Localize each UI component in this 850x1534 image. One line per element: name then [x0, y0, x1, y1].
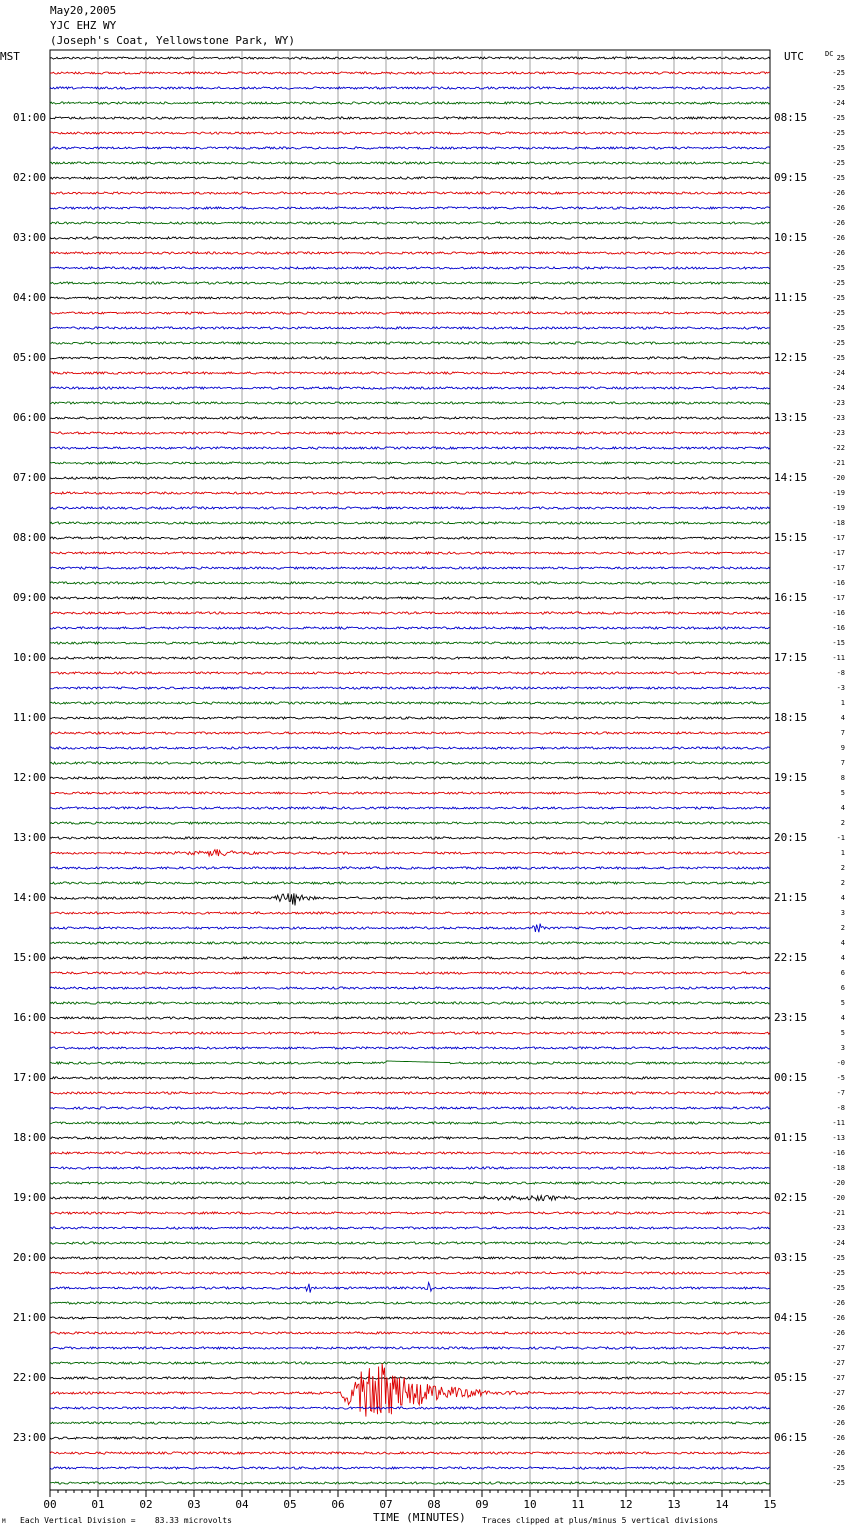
seismic-trace [50, 132, 770, 134]
x-axis-title: TIME (MINUTES) [373, 1511, 466, 1524]
location-label: (Joseph's Coat, Yellowstone Park, WY) [50, 34, 296, 47]
seismic-trace [50, 1302, 770, 1304]
seismic-trace [50, 297, 770, 299]
utc-hour-label: 19:15 [774, 771, 808, 784]
seismic-trace [50, 372, 770, 374]
dc-offset-label: -17 [832, 564, 845, 572]
dc-offset-label: -23 [832, 414, 845, 422]
mst-hour-label: 16:00 [13, 1011, 47, 1024]
dc-offset-label: 2 [840, 924, 845, 932]
x-tick-label: 00 [43, 1498, 57, 1511]
seismic-trace [50, 1332, 770, 1334]
dc-offset-label: 1 [840, 699, 845, 707]
mst-hour-label: 20:00 [13, 1251, 47, 1264]
x-tick-label: 07 [379, 1498, 393, 1511]
seismic-trace [50, 387, 770, 389]
utc-hour-label: 23:15 [774, 1011, 808, 1024]
dc-offset-label: -25 [832, 129, 845, 137]
x-tick-label: 13 [667, 1498, 681, 1511]
x-tick-label: 09 [475, 1498, 489, 1511]
seismic-trace [50, 582, 770, 584]
x-tick-label: 02 [139, 1498, 153, 1511]
seismic-trace [50, 177, 770, 179]
mst-hour-label: 14:00 [13, 891, 47, 904]
seismic-trace [50, 552, 770, 554]
dc-offset-label: -27 [832, 1344, 845, 1352]
seismic-trace [50, 957, 770, 959]
seismic-trace [50, 987, 770, 989]
x-tick-label: 11 [571, 1498, 585, 1511]
dc-offset-label: 5 [840, 789, 845, 797]
seismic-trace [50, 687, 770, 689]
mst-hour-label: 10:00 [13, 651, 47, 664]
dc-offset-label: 7 [840, 759, 845, 767]
dc-offset-label: -8 [836, 669, 845, 677]
seismic-trace [50, 762, 770, 764]
dc-offset-label: -20 [832, 1179, 845, 1187]
dc-offset-label: -20 [832, 1194, 845, 1202]
dc-offset-label: -25 [832, 69, 845, 77]
seismic-trace [50, 102, 770, 104]
dc-offset-label: 4 [840, 804, 845, 812]
utc-hour-label: 04:15 [774, 1311, 808, 1324]
seismic-trace [50, 342, 770, 344]
x-tick-label: 12 [619, 1498, 633, 1511]
dc-offset-label: -16 [832, 1149, 845, 1157]
seismic-trace [50, 849, 770, 856]
seismic-trace [50, 357, 770, 359]
utc-hour-label: 05:15 [774, 1371, 808, 1384]
seismic-trace [50, 1092, 770, 1094]
seismic-trace [50, 222, 770, 224]
dc-offset-label: -26 [832, 1434, 845, 1442]
dc-offset-label: -25 [832, 294, 845, 302]
x-tick-label: 14 [715, 1498, 729, 1511]
dc-offset-label: 8 [840, 774, 845, 782]
utc-hour-label: 18:15 [774, 711, 808, 724]
seismic-trace [50, 657, 770, 659]
dc-offset-label: -20 [832, 474, 845, 482]
dc-offset-label: -7 [836, 1089, 845, 1097]
dc-offset-label: -24 [832, 384, 845, 392]
seismic-trace [50, 1032, 770, 1034]
seismic-trace [50, 1077, 770, 1079]
dc-offset-label: -24 [832, 1239, 845, 1247]
dc-offset-label: -25 [832, 354, 845, 362]
dc-offset-label: -16 [832, 609, 845, 617]
seismic-trace [50, 1227, 770, 1229]
dc-offset-label: -13 [832, 1134, 845, 1142]
dc-offset-label: -11 [832, 654, 845, 662]
dc-offset-label: -23 [832, 1224, 845, 1232]
seismic-trace [50, 717, 770, 719]
dc-offset-label: -25 [832, 174, 845, 182]
dc-offset-label: -22 [832, 444, 845, 452]
seismic-trace [50, 252, 770, 254]
dc-offset-label: 4 [840, 1014, 845, 1022]
seismic-trace [50, 867, 770, 869]
seismic-trace [50, 893, 770, 905]
dc-offset-label: -19 [832, 489, 845, 497]
x-tick-label: 03 [187, 1498, 201, 1511]
dc-offset-label: -17 [832, 534, 845, 542]
dc-offset-label: -25 [832, 324, 845, 332]
dc-offset-label: -26 [832, 1299, 845, 1307]
mst-axis-label: MST [0, 50, 20, 63]
dc-offset-label: -5 [836, 1074, 845, 1082]
dc-offset-label: -18 [832, 519, 845, 527]
seismic-trace [50, 192, 770, 194]
mst-hour-label: 03:00 [13, 231, 47, 244]
mst-hour-label: 04:00 [13, 291, 47, 304]
mst-hour-label: 21:00 [13, 1311, 47, 1324]
dc-offset-label: -25 [832, 1269, 845, 1277]
date-label: May20,2005 [50, 4, 117, 17]
dc-axis-label: DC [825, 50, 834, 58]
dc-offset-label: 2 [840, 864, 845, 872]
dc-offset-label: -25 [832, 1284, 845, 1292]
dc-offset-label: -25 [832, 1254, 845, 1262]
seismic-trace [50, 207, 770, 209]
seismic-trace [50, 942, 770, 944]
dc-offset-label: 5 [840, 1029, 845, 1037]
dc-offset-label: 9 [840, 744, 845, 752]
dc-offset-label: -25 [832, 279, 845, 287]
dc-offset-label: -11 [832, 1119, 845, 1127]
seismic-trace [50, 312, 770, 314]
seismic-trace [50, 1272, 770, 1274]
dc-offset-label: -16 [832, 624, 845, 632]
dc-offset-label: -15 [832, 639, 845, 647]
mst-hour-label: 07:00 [13, 471, 47, 484]
seismic-trace [50, 402, 770, 404]
dc-offset-label: -27 [832, 1359, 845, 1367]
seismic-trace [50, 702, 770, 704]
dc-offset-label: -25 [832, 144, 845, 152]
seismic-trace [50, 882, 770, 884]
x-tick-label: 05 [283, 1498, 297, 1511]
seismic-trace [50, 237, 770, 239]
dc-offset-label: -1 [836, 834, 845, 842]
mst-hour-label: 06:00 [13, 411, 47, 424]
dc-offset-label: -25 [832, 264, 845, 272]
dc-offset-label: 4 [840, 939, 845, 947]
mst-hour-label: 18:00 [13, 1131, 47, 1144]
dc-offset-label: 4 [840, 714, 845, 722]
seismic-trace [50, 72, 770, 74]
seismic-trace [50, 1482, 770, 1484]
seismic-trace [50, 1362, 770, 1364]
dc-offset-label: -24 [832, 99, 845, 107]
seismic-trace [50, 1242, 770, 1244]
utc-hour-label: 01:15 [774, 1131, 808, 1144]
utc-hour-label: 02:15 [774, 1191, 808, 1204]
utc-hour-label: 16:15 [774, 591, 808, 604]
dc-offset-label: 6 [840, 984, 845, 992]
dc-offset-label: -18 [832, 1164, 845, 1172]
seismic-trace [50, 1407, 770, 1409]
seismic-trace [50, 1122, 770, 1124]
mst-hour-label: 12:00 [13, 771, 47, 784]
utc-hour-label: 08:15 [774, 111, 808, 124]
seismic-trace [50, 1467, 770, 1469]
dc-offset-label: -25 [832, 114, 845, 122]
seismic-trace [50, 522, 770, 524]
seismic-trace [50, 507, 770, 509]
seismic-trace [50, 432, 770, 434]
dc-offset-label: -27 [832, 1374, 845, 1382]
seismic-trace [50, 537, 770, 539]
dc-offset-label: 3 [840, 909, 845, 917]
seismic-trace [50, 597, 770, 599]
seismic-trace [50, 162, 770, 164]
dc-offset-label: -19 [832, 504, 845, 512]
seismic-trace [50, 1257, 770, 1259]
dc-offset-label: 25 [836, 54, 845, 62]
seismic-trace [50, 327, 770, 329]
seismic-trace [50, 447, 770, 449]
utc-axis-label: UTC [784, 50, 804, 63]
dc-offset-label: 1 [840, 849, 845, 857]
dc-offset-label: -26 [832, 1329, 845, 1337]
utc-hour-label: 21:15 [774, 891, 808, 904]
seismic-trace [50, 1047, 770, 1049]
seismic-trace [50, 1437, 770, 1439]
dc-offset-label: -26 [832, 1419, 845, 1427]
seismic-trace [50, 87, 770, 89]
dc-offset-label: -26 [832, 219, 845, 227]
mst-hour-label: 01:00 [13, 111, 47, 124]
mst-hour-label: 19:00 [13, 1191, 47, 1204]
x-tick-label: 06 [331, 1498, 345, 1511]
utc-hour-label: 10:15 [774, 231, 808, 244]
dc-offset-label: -17 [832, 549, 845, 557]
utc-hour-label: 09:15 [774, 171, 808, 184]
dc-offset-label: -25 [832, 1479, 845, 1487]
seismic-trace [50, 1167, 770, 1169]
x-tick-label: 01 [91, 1498, 105, 1511]
dc-offset-label: 2 [840, 879, 845, 887]
seismic-trace [50, 822, 770, 824]
dc-offset-label: -8 [836, 1104, 845, 1112]
seismic-trace [50, 117, 770, 119]
dc-offset-label: -26 [832, 189, 845, 197]
utc-hour-label: 13:15 [774, 411, 808, 424]
utc-hour-label: 17:15 [774, 651, 808, 664]
seismic-trace [50, 567, 770, 569]
dc-offset-label: 7 [840, 729, 845, 737]
dc-offset-label: -0 [836, 1059, 845, 1067]
dc-offset-label: -23 [832, 429, 845, 437]
mst-hour-label: 05:00 [13, 351, 47, 364]
seismic-trace [50, 912, 770, 914]
seismic-trace [50, 777, 770, 779]
dc-offset-label: -21 [832, 459, 845, 467]
dc-offset-label: 4 [840, 954, 845, 962]
dc-offset-label: 6 [840, 969, 845, 977]
seismic-trace [50, 282, 770, 284]
seismic-trace [50, 57, 770, 59]
utc-hour-label: 06:15 [774, 1431, 808, 1444]
utc-hour-label: 12:15 [774, 351, 808, 364]
utc-hour-label: 14:15 [774, 471, 808, 484]
utc-hour-label: 11:15 [774, 291, 808, 304]
clip-note: Traces clipped at plus/minus 5 vertical divisions [482, 1516, 719, 1525]
seismic-trace [50, 1283, 770, 1293]
x-tick-label: 15 [763, 1498, 777, 1511]
dc-offset-label: 4 [840, 894, 845, 902]
seismic-trace [50, 1212, 770, 1214]
seismic-trace [50, 1152, 770, 1154]
dc-offset-label: -26 [832, 249, 845, 257]
seismic-trace [50, 1182, 770, 1184]
usgs-logo: M [2, 1518, 6, 1525]
dc-offset-label: -26 [832, 234, 845, 242]
dc-offset-label: -21 [832, 1209, 845, 1217]
seismic-trace [50, 1061, 770, 1064]
mst-hour-label: 15:00 [13, 951, 47, 964]
dc-offset-label: 5 [840, 999, 845, 1007]
dc-offset-label: 3 [840, 1044, 845, 1052]
seismic-trace [50, 972, 770, 974]
seismic-trace [50, 627, 770, 629]
seismic-trace [50, 1347, 770, 1349]
dc-offset-label: -23 [832, 399, 845, 407]
dc-offset-label: -17 [832, 594, 845, 602]
x-tick-label: 08 [427, 1498, 441, 1511]
seismic-trace [50, 642, 770, 644]
utc-hour-label: 03:15 [774, 1251, 808, 1264]
seismic-trace [50, 732, 770, 734]
seismic-trace [50, 267, 770, 269]
seismic-trace [50, 672, 770, 674]
x-tick-label: 10 [523, 1498, 537, 1511]
dc-offset-label: -25 [832, 309, 845, 317]
seismic-trace [50, 807, 770, 809]
mst-hour-label: 08:00 [13, 531, 47, 544]
seismic-trace [50, 1422, 770, 1424]
dc-offset-label: -26 [832, 1449, 845, 1457]
dc-offset-label: -25 [832, 84, 845, 92]
seismic-trace [50, 612, 770, 614]
seismic-trace [50, 147, 770, 149]
dc-offset-label: -26 [832, 1314, 845, 1322]
seismic-trace [50, 1017, 770, 1019]
seismic-trace [50, 792, 770, 794]
dc-offset-label: -25 [832, 1464, 845, 1472]
mst-hour-label: 09:00 [13, 591, 47, 604]
seismic-trace [50, 1317, 770, 1319]
utc-hour-label: 20:15 [774, 831, 808, 844]
seismic-trace [50, 837, 770, 839]
seismic-trace [50, 1377, 770, 1379]
dc-offset-label: -3 [836, 684, 845, 692]
mst-hour-label: 13:00 [13, 831, 47, 844]
mst-hour-label: 22:00 [13, 1371, 47, 1384]
dc-offset-label: -27 [832, 1389, 845, 1397]
seismic-trace [50, 1452, 770, 1454]
seismic-trace [50, 492, 770, 494]
seismic-trace [50, 477, 770, 479]
dc-offset-label: -25 [832, 339, 845, 347]
mst-hour-label: 23:00 [13, 1431, 47, 1444]
seismic-trace [50, 417, 770, 419]
seismic-trace [50, 924, 770, 933]
seismic-trace [50, 1137, 770, 1139]
utc-hour-label: 00:15 [774, 1071, 808, 1084]
utc-hour-label: 15:15 [774, 531, 808, 544]
dc-offset-label: 2 [840, 819, 845, 827]
seismic-trace [50, 462, 770, 464]
utc-hour-label: 22:15 [774, 951, 808, 964]
mst-hour-label: 11:00 [13, 711, 47, 724]
x-tick-label: 04 [235, 1498, 249, 1511]
dc-offset-label: -26 [832, 204, 845, 212]
dc-offset-label: -16 [832, 579, 845, 587]
station-label: YJC EHZ WY [50, 19, 117, 32]
seismic-trace [50, 1107, 770, 1109]
mst-hour-label: 17:00 [13, 1071, 47, 1084]
dc-offset-label: -26 [832, 1404, 845, 1412]
seismic-trace [50, 1196, 770, 1201]
seismic-trace [50, 747, 770, 749]
dc-offset-label: -24 [832, 369, 845, 377]
scale-note: Each Vertical Division = 83.33 microvolts [20, 1516, 232, 1525]
mst-hour-label: 02:00 [13, 171, 47, 184]
dc-offset-label: -25 [832, 159, 845, 167]
seismic-trace [50, 1002, 770, 1004]
